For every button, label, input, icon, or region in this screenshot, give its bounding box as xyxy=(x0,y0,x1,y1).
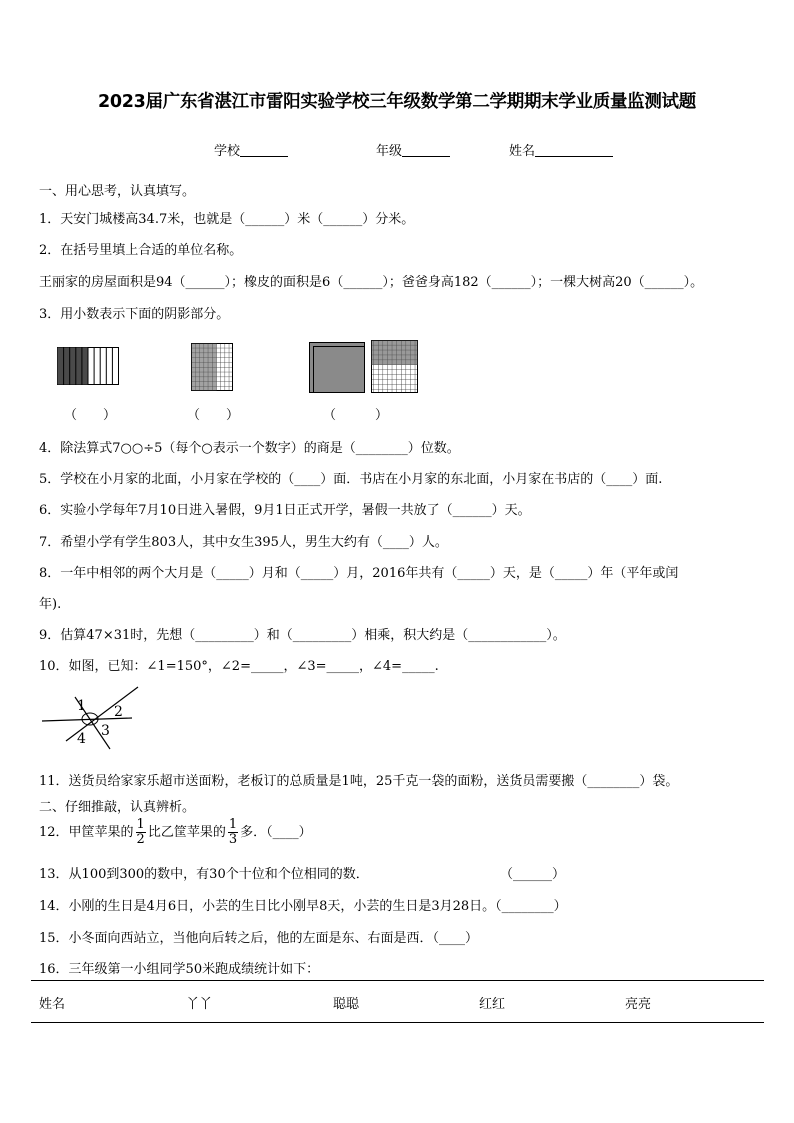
table-header-congcong: 聪聪 xyxy=(333,997,360,1012)
q12-f1-numerator: 1 xyxy=(136,817,145,832)
q12-fraction-1 xyxy=(136,818,146,847)
q3-answer-1: （ ） xyxy=(64,408,117,423)
question-4: 4．除法算式7○○÷5（每个○表示一个数字）的商是（________）位数。 xyxy=(39,441,460,456)
q3-figure-bars xyxy=(57,347,119,385)
grade-blank xyxy=(402,143,450,157)
section-1-heading: 一、用心思考，认真填写。 xyxy=(39,184,196,199)
table-header-name: 姓名 xyxy=(39,997,66,1012)
question-13: 13．从100到300的数中，有30个十位和个位相同的数． xyxy=(39,867,369,882)
question-7: 7．希望小学有学生803人，其中女生395人，男生大约有（____）人。 xyxy=(39,535,448,550)
name-blank xyxy=(535,143,613,157)
angle-label-1: 1 xyxy=(77,698,86,714)
section-2-heading: 二、仔细推敲，认真辨析。 xyxy=(39,800,196,815)
q12-f1-denominator: 2 xyxy=(136,832,145,847)
table-top-rule xyxy=(31,980,764,981)
angle-label-2: 2 xyxy=(114,704,123,720)
question-15: 15．小冬面向西站立，当他向后转之后，他的左面是东、右面是西．（____） xyxy=(39,931,479,946)
grade-field xyxy=(376,140,450,159)
q12-f2-denominator: 3 xyxy=(228,832,238,847)
q12-prefix: 12．甲筐苹果的 xyxy=(39,825,134,840)
q12-fraction-2 xyxy=(228,818,238,847)
q12-f2-numerator: 1 xyxy=(228,817,238,832)
name-label: 姓名 xyxy=(509,144,536,159)
question-8-continued: 年). xyxy=(39,597,62,612)
school-blank xyxy=(240,143,288,157)
question-12 xyxy=(39,818,312,848)
question-5: 5．学校在小月家的北面，小月家在学校的（____）面．书店在小月家的东北面，小月家在书店的（____）面. xyxy=(39,472,663,487)
table-header-yaya: 丫丫 xyxy=(186,997,213,1012)
angle-label-4: 4 xyxy=(77,731,86,747)
q12-suffix: 多．（____） xyxy=(240,825,312,840)
question-2-line: 王丽家的房屋面积是94（______）；橡皮的面积是6（______）；爸爸身高182（______）；一棵大树高20（______）。 xyxy=(39,275,704,290)
question-16: 16．三年级第一小组同学50米跑成绩统计如下： xyxy=(39,962,320,977)
question-6: 6．实验小学每年7月10日进入暑假，9月1日正式开学，暑假一共放了（______）天。 xyxy=(39,503,531,518)
q13-answer: （______） xyxy=(500,867,566,882)
question-9: 9．估算47×31时，先想（_________）和（_________）相乘，积大约是（____________）。 xyxy=(39,628,566,643)
question-2: 2．在括号里填上合适的单位名称。 xyxy=(39,243,243,258)
q12-middle: 比乙筐苹果的 xyxy=(147,825,226,840)
q3-figure-squares xyxy=(309,340,424,394)
q10-angle-figure xyxy=(40,683,145,753)
question-10: 10．如图，已知：∠1=150°，∠2=_____，∠3=_____，∠4=_____. xyxy=(39,659,439,674)
q3-answer-2: （ ） xyxy=(187,408,240,423)
question-11: 11．送货员给家家乐超市送面粉，老板订的总质量是1吨，25千克一袋的面粉，送货员需要搬（________）袋。 xyxy=(39,774,679,789)
table-row-rule xyxy=(31,1022,764,1023)
school-label: 学校 xyxy=(214,144,241,159)
question-8: 8．一年中相邻的两个大月是（_____）月和（_____）月，2016年共有（_____）天，是（_____）年（平年或闰 xyxy=(39,566,679,581)
question-14: 14．小刚的生日是4月6日，小芸的生日比小刚早8天，小芸的生日是3月28日。（________） xyxy=(39,899,567,914)
q3-figure-grid xyxy=(191,343,233,391)
question-3: 3．用小数表示下面的阴影部分。 xyxy=(39,307,230,322)
question-1: 1．天安门城楼高34.7米，也就是（______）米（______）分米。 xyxy=(39,212,415,227)
q3-answer-3: （ ） xyxy=(323,408,389,423)
angle-label-3: 3 xyxy=(101,723,110,739)
table-header-honghong: 红红 xyxy=(479,997,506,1012)
table-header-liangliang: 亮亮 xyxy=(625,997,652,1012)
page-title: 2023届广东省湛江市雷阳实验学校三年级数学第二学期期末学业质量监测试题 xyxy=(98,92,696,112)
name-field xyxy=(509,140,613,159)
grade-label: 年级 xyxy=(376,144,403,159)
school-field xyxy=(214,140,288,159)
